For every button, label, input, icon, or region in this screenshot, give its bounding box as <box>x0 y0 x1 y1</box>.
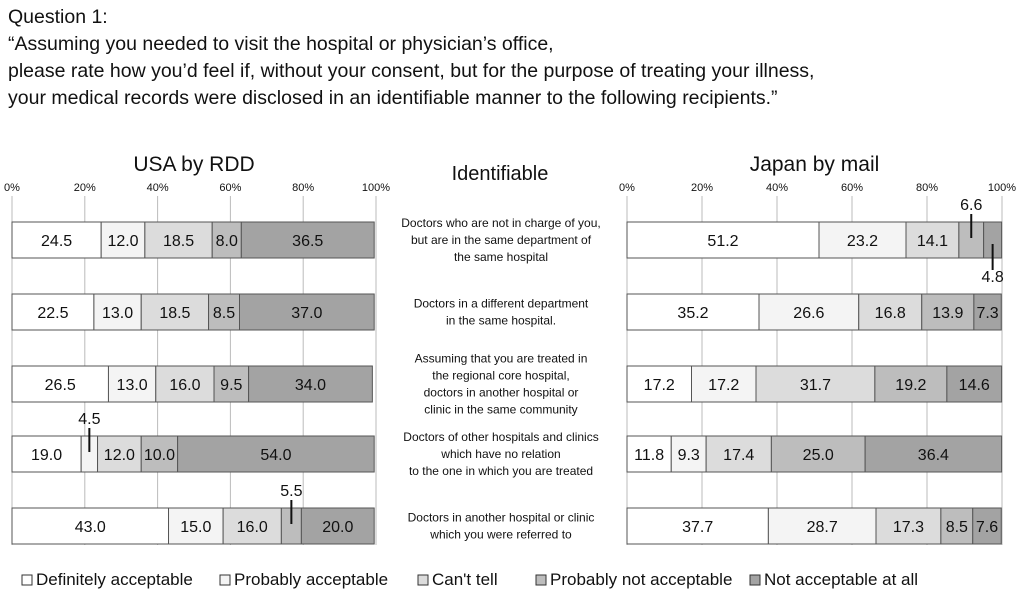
data-label: 20.0 <box>322 519 354 536</box>
data-label: 37.0 <box>291 305 323 322</box>
question-line-1: “Assuming you needed to visit the hospital or physician’s office, <box>8 33 554 55</box>
data-label: 13.0 <box>101 305 134 322</box>
legend-swatch <box>220 575 230 585</box>
legend-swatch <box>750 575 760 585</box>
data-label: 8.0 <box>215 233 238 250</box>
x-tick-label: 20% <box>73 182 96 194</box>
data-label: 25.0 <box>802 447 834 464</box>
data-label: 26.5 <box>44 377 76 394</box>
x-tick-label: 80% <box>915 182 939 194</box>
data-label: 18.5 <box>159 305 191 322</box>
category-label: Doctors in a different department <box>413 296 589 311</box>
data-label: 54.0 <box>260 447 292 464</box>
data-label: 12.0 <box>103 447 135 464</box>
data-label: 14.1 <box>916 233 949 250</box>
data-label: 4.8 <box>981 269 1004 286</box>
x-tick-label: 80% <box>292 182 315 194</box>
category-label: doctors in another hospital or <box>423 385 579 400</box>
legend-label: Probably acceptable <box>234 570 389 589</box>
x-tick-label: 100% <box>987 182 1017 194</box>
legend-label: Definitely acceptable <box>36 570 193 589</box>
data-label: 22.5 <box>37 305 69 322</box>
legend-swatch <box>22 575 32 585</box>
data-label: 51.2 <box>707 233 739 250</box>
data-label: 15.0 <box>180 519 212 536</box>
data-label: 35.2 <box>677 305 709 322</box>
category-label: to the one in which you are treated <box>408 464 594 478</box>
data-label: 16.0 <box>169 377 201 394</box>
data-label: 31.7 <box>799 377 832 394</box>
data-label: 17.2 <box>708 377 740 394</box>
panel-japan <box>619 153 1016 545</box>
data-label: 37.7 <box>682 519 714 536</box>
data-label: 16.0 <box>236 519 268 536</box>
category-label: which have no relation <box>441 447 561 461</box>
x-tick-label: 20% <box>690 182 714 194</box>
category-label: Doctors of other hospitals and clinics <box>403 430 599 444</box>
panel-usa <box>4 153 390 545</box>
x-tick-label: 60% <box>840 182 864 194</box>
data-label: 5.5 <box>280 483 303 500</box>
data-label: 10.0 <box>143 447 175 464</box>
legend-label: Not acceptable at all <box>764 570 919 589</box>
legend-swatch <box>536 575 546 585</box>
data-label: 19.0 <box>31 447 63 464</box>
data-label: 7.3 <box>976 305 999 322</box>
data-label: 11.8 <box>634 447 665 464</box>
category-label: Assuming that you are treated in <box>414 351 588 366</box>
x-tick-label: 100% <box>361 182 391 194</box>
category-label: in the same hospital. <box>445 313 557 328</box>
data-label: 12.0 <box>107 233 139 250</box>
category-label: the same hospital <box>453 250 549 264</box>
category-label: clinic in the same community <box>424 402 578 417</box>
question-number: Question 1: <box>8 6 108 28</box>
panel-title: Japan by mail <box>749 153 880 176</box>
data-label: 28.7 <box>806 519 838 536</box>
legend-label: Can't tell <box>432 570 498 589</box>
category-label: the regional core hospital, <box>432 368 570 383</box>
panel-title: USA by RDD <box>133 153 255 176</box>
data-label: 9.5 <box>220 377 243 394</box>
question-line-2: please rate how you’d feel if, without your consent, but for the purpose of treating your illness, <box>8 60 815 82</box>
data-label: 17.2 <box>643 377 675 394</box>
data-label: 26.6 <box>793 305 825 322</box>
center-title: Identifiable <box>451 163 549 185</box>
data-label: 8.5 <box>945 519 968 536</box>
data-label: 43.0 <box>74 519 106 536</box>
x-tick-label: 0% <box>619 182 635 194</box>
legend <box>22 570 918 589</box>
data-label: 23.2 <box>846 233 879 250</box>
x-tick-label: 0% <box>4 182 20 194</box>
data-label: 6.6 <box>960 197 983 214</box>
data-label: 17.4 <box>723 447 755 464</box>
data-label: 8.5 <box>212 305 236 322</box>
category-label: but are in the same department of <box>410 233 592 247</box>
data-label: 4.5 <box>78 411 101 428</box>
data-label: 36.4 <box>917 447 949 464</box>
data-label: 13.9 <box>932 305 964 322</box>
category-label: Doctors who are not in charge of you, <box>401 216 601 230</box>
data-label: 13.0 <box>116 377 148 394</box>
question-line-3: your medical records were disclosed in an identifiable manner to the following recipients.” <box>8 87 778 109</box>
data-label: 16.8 <box>874 305 906 322</box>
legend-swatch <box>418 575 428 585</box>
data-label: 17.3 <box>892 519 925 536</box>
data-label: 24.5 <box>41 233 73 250</box>
data-label: 18.5 <box>162 233 195 250</box>
category-label: Doctors in another hospital or clinic <box>407 510 595 525</box>
data-label: 14.6 <box>958 377 990 394</box>
legend-label: Probably not acceptable <box>550 570 733 589</box>
data-label: 36.5 <box>292 233 324 250</box>
data-label: 34.0 <box>294 377 327 394</box>
x-tick-label: 40% <box>146 182 169 194</box>
x-tick-label: 60% <box>219 182 242 194</box>
data-label: 9.3 <box>677 447 700 464</box>
data-label: 19.2 <box>895 377 927 394</box>
category-label: which you were referred to <box>430 527 572 542</box>
x-tick-label: 40% <box>765 182 789 194</box>
data-label: 7.6 <box>975 519 999 536</box>
